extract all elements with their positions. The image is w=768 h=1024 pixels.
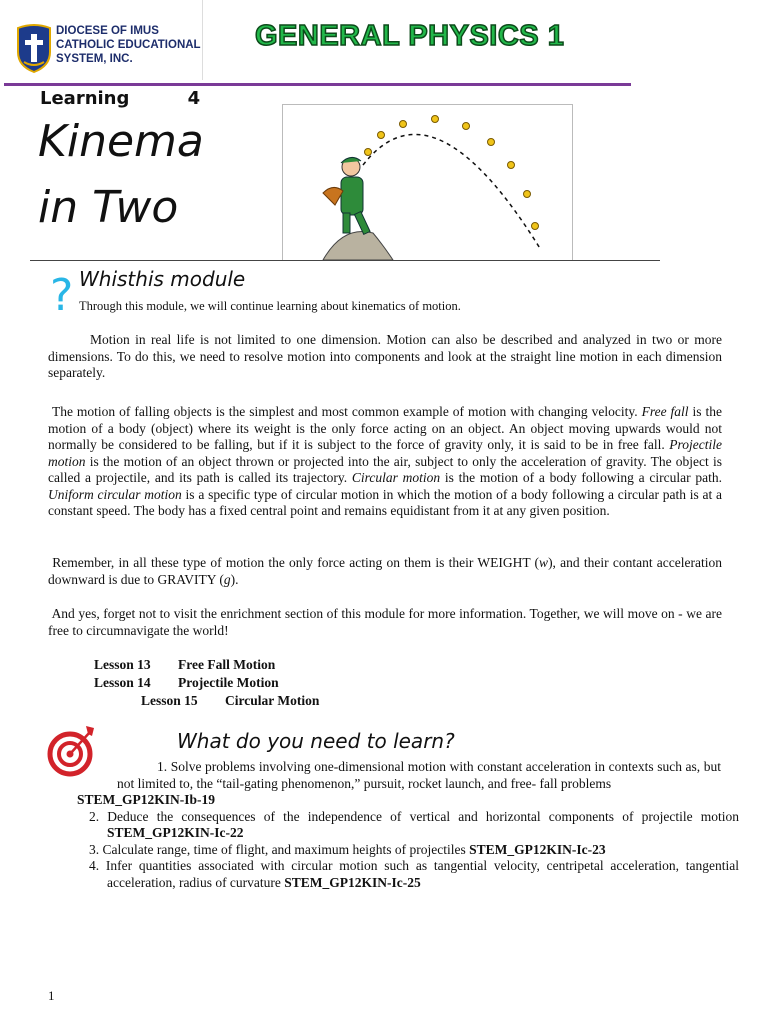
lesson-number: Lesson 15 xyxy=(141,693,198,708)
module-label-text: Learning xyxy=(40,88,130,109)
lesson-item xyxy=(94,675,279,691)
p2-text-b: is the motion of a body (object) where its weight is the only force acting on an object. An object moving upwards would not normally be considered to be falling, but if it is subject to the force of gravity only, it is said to be in free fall. xyxy=(48,404,722,452)
lesson-title: Free Fall Motion xyxy=(178,657,276,672)
p2-text-a: The motion of falling objects is the simplest and most common example of motion with changing velocity. xyxy=(51,404,642,419)
objective-number: 1. xyxy=(157,759,168,774)
module-title-line2: in Two xyxy=(38,182,179,233)
intro-paragraph-4 xyxy=(48,606,722,639)
module-title-line1: Kinema xyxy=(38,116,204,167)
learn-heading: What do you need to learn? xyxy=(177,729,455,753)
p2-text-c: is the motion of an object thrown or projected into the air, subject to only the acceleration of gravity. The object is called a projectile, and its path is called its trajectory. xyxy=(48,453,722,485)
p3-text-a: Remember, in all these type of motion the only force acting on them is their WEIGHT ( xyxy=(52,555,540,570)
term-free-fall: Free fall xyxy=(641,404,689,419)
module-label xyxy=(40,88,200,109)
term-circular-motion: Circular motion xyxy=(351,470,441,485)
target-icon xyxy=(48,722,98,780)
header-divider xyxy=(4,83,631,86)
intro-paragraph-1: Motion in real life is not limited to one dimension. Motion can also be described and analyzed in two or more dimensions. To do this, we need to resolve motion into components and look at the straight line motion in each dimension separately. xyxy=(48,332,722,380)
term-uniform-circular-motion: Uniform circular motion xyxy=(48,486,182,502)
intro-heading: Whisthis module xyxy=(79,267,246,291)
objective-text: Deduce the consequences of the independence of vertical and horizontal components of projectile motion xyxy=(107,808,739,824)
objective-code: STEM_GP12KIN-Ic-22 xyxy=(107,825,244,840)
intro-paragraph-2 xyxy=(48,404,722,520)
page-number: 1 xyxy=(48,988,55,1003)
section-divider xyxy=(30,260,660,261)
objective-item xyxy=(77,759,722,809)
objective-code: STEM_GP12KIN-Ib-19 xyxy=(77,792,216,807)
objective-number: 4. xyxy=(89,858,100,873)
p4-text: And yes, forget not to visit the enrichment section of this module for more information. Together, we will move on - we are free to circumnavigate the world! xyxy=(48,606,723,638)
subject-title: GENERAL PHYSICS 1 xyxy=(255,20,565,52)
p2-text-d: is the motion of a body following a circular path. xyxy=(440,470,722,485)
objective-item xyxy=(89,809,739,842)
objective-number: 3. xyxy=(89,841,100,857)
svg-text:?: ? xyxy=(50,270,74,321)
intro-paragraph-3 xyxy=(48,555,722,588)
term-projectile-motion: Projectile motion xyxy=(48,437,722,469)
p2-text-e: is a specific type of circular motion in which the motion of a body following a circular path is at a constant speed. The body has a fixed central point and remains equidistant from it at any given position. xyxy=(48,486,722,518)
org-name xyxy=(56,24,206,66)
objective-item xyxy=(89,858,739,891)
diocese-logo-icon xyxy=(14,22,54,74)
org-name-line3: SYSTEM, INC. xyxy=(56,53,133,65)
objective-item xyxy=(89,842,739,859)
intro-subline: Through this module, we will continue learning about kinematics of motion. xyxy=(79,299,461,313)
lesson-item xyxy=(141,693,319,709)
p3-text-c: ). xyxy=(230,571,239,587)
question-mark-icon xyxy=(48,268,74,321)
symbol-gravity: g xyxy=(223,571,231,587)
learning-objectives xyxy=(77,759,739,891)
lesson-title: Projectile Motion xyxy=(178,675,279,690)
lesson-number: Lesson 14 xyxy=(94,675,151,690)
symbol-weight: w xyxy=(539,555,549,570)
module-number: 4 xyxy=(187,88,201,109)
projectile-illustration xyxy=(282,104,573,261)
org-name-line1: DIOCESE OF IMUS xyxy=(56,25,159,37)
objective-text: Infer quantities associated with circular motion such as tangential velocity, centripetal acceleration, tangential acceleration, radius of curvature xyxy=(105,858,739,890)
lesson-number: Lesson 13 xyxy=(94,657,151,672)
lesson-title: Circular Motion xyxy=(225,693,320,708)
objective-number: 2. xyxy=(89,808,100,824)
objective-code: STEM_GP12KIN-Ic-25 xyxy=(284,874,421,890)
projectile-trajectory-icon xyxy=(283,105,572,260)
objective-text: Solve problems involving one-dimensional motion with constant acceleration in contexts such as, but not limited to, the “tail-gating phenomenon,” pursuit, rocket launch, and free- fall problems xyxy=(117,759,722,791)
objective-text: Calculate range, time of flight, and maximum heights of projectiles xyxy=(102,841,470,857)
lesson-item xyxy=(94,657,275,673)
org-name-line2: CATHOLIC EDUCATIONAL xyxy=(56,39,201,51)
objective-code: STEM_GP12KIN-Ic-23 xyxy=(469,841,606,857)
p3-text-b: ), and their contant acceleration downward is due to GRAVITY ( xyxy=(48,555,722,587)
